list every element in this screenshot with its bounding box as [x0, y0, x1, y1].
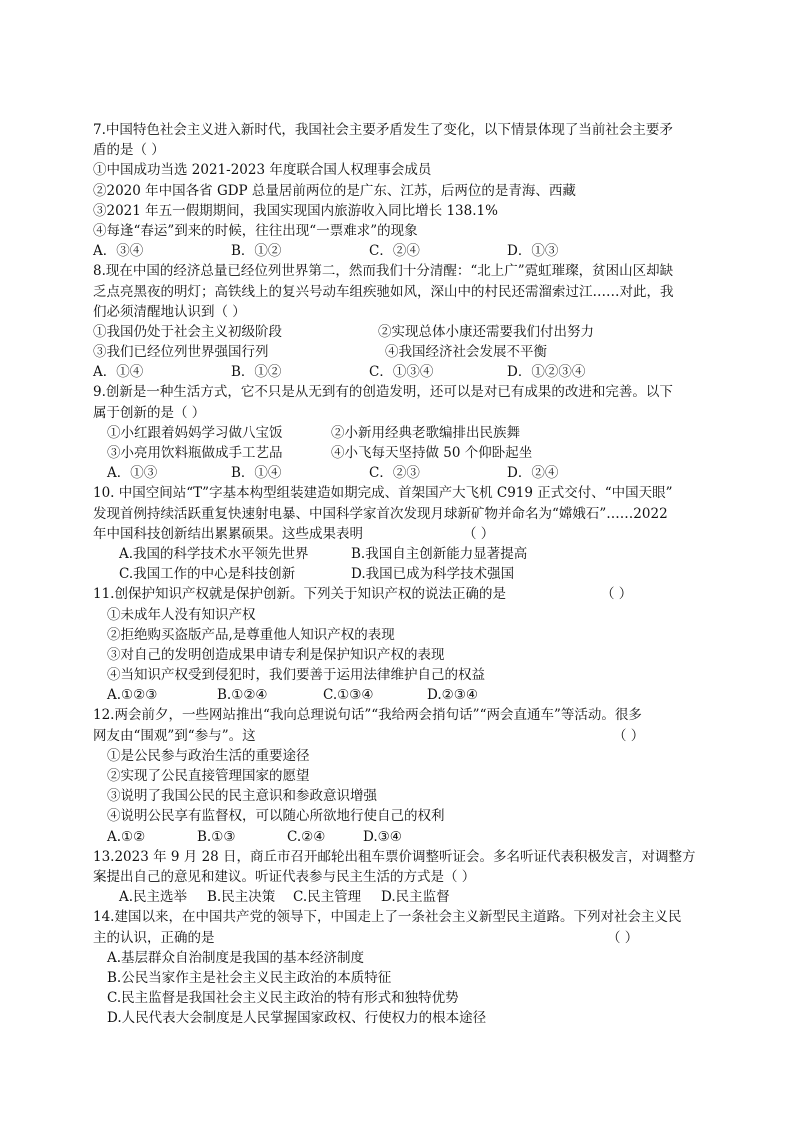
question-stem-row [93, 928, 705, 948]
question-stem: 14.建国以来，在中国共产党的领导下，中国走上了一条社会主义新型民主道路。下列对社会主义民 [93, 909, 682, 926]
question-stem: 10. 中国空间站“T”字基本构型组装建造如期完成、首架国产大飞机 C919 正式交付、“中国天眼” [93, 485, 673, 502]
option-b[interactable]: B.公民当家作主是社会主义民主政治的本质特征 [107, 969, 392, 986]
question-stem: 9.创新是一种生活方式，它不只是从无到有的创造发明，还可以是对已有成果的改进和完善。以下 [93, 384, 673, 401]
statement: ②2020 年中国各省 GDP 总量居前两位的是广东、江苏，后两位的是青海、西藏 [93, 182, 576, 199]
option-d[interactable]: D.②③④ [427, 687, 478, 704]
option-a[interactable]: A.民主选举 [119, 889, 188, 906]
question-stem: 乏点亮黑夜的明灯；高铁线上的复兴号动车组疾驰如风，深山中的村民还需溜索过江……对此，我 [93, 283, 674, 300]
question-stem: 网友由“围观”到“参与”。这 [93, 727, 256, 744]
answer-blank[interactable]: （ ） [601, 586, 633, 603]
option-row [93, 544, 705, 564]
question-stem: 年中国科技创新结出累累硕果。这些成果表明 [93, 525, 363, 542]
answer-blank[interactable]: （ ） [463, 525, 495, 542]
option-a[interactable]: A.我国的科学技术水平领先世界 [119, 545, 309, 562]
option-d[interactable]: D．①②③④ [507, 364, 586, 381]
question-13 [93, 847, 705, 908]
option-c[interactable]: C．①③④ [369, 364, 434, 381]
statement-row [93, 342, 705, 362]
option-b[interactable]: B.①③ [197, 828, 236, 845]
question-stem: 8.现在中国的经济总量已经位列世界第二，然而我们十分清醒：“北上广”霓虹璀璨，贫困山区却缺 [93, 263, 674, 280]
option-b[interactable]: B.民主决策 [207, 889, 276, 906]
statement: ①小红跟着妈妈学习做八宝饭 [107, 424, 283, 441]
question-stem-row [93, 524, 705, 544]
question-12 [93, 705, 705, 846]
option-a[interactable]: A.①② [107, 828, 146, 845]
question-11 [93, 584, 705, 705]
answer-options [93, 241, 705, 261]
statement: ④小飞每天坚持做 50 个仰卧起坐 [331, 445, 533, 461]
option-b[interactable]: B.①②④ [217, 687, 268, 704]
question-stem: 案提出自己的意见和建议。听证代表参与民主生活的方式是（ ） [93, 868, 476, 885]
option-d[interactable]: D．②④ [507, 465, 559, 482]
statement-row [93, 423, 705, 443]
question-14 [93, 907, 705, 1028]
statement: ①我国仍处于社会主义初级阶段 [93, 323, 282, 340]
statement: ①未成年人没有知识产权 [107, 606, 256, 623]
question-stem-row [93, 726, 705, 746]
option-a[interactable]: A.基层群众自治制度是我国的基本经济制度 [107, 949, 365, 966]
question-stem: 盾的是（ ） [93, 142, 165, 159]
question-7 [93, 120, 705, 261]
option-c[interactable]: C.我国工作的中心是科技创新 [119, 566, 296, 583]
option-b[interactable]: B．①② [231, 243, 282, 260]
option-c[interactable]: C．②③ [369, 465, 420, 482]
question-stem: 12.两会前夕，一些网站推出“我向总理说句话”“我给两会捎句话”“两会直通车”等活动。很多 [93, 707, 642, 724]
option-d[interactable]: D.民主监督 [381, 889, 450, 906]
statement: ①是公民参与政治生活的重要途径 [107, 747, 310, 764]
statement: ④我国经济社会发展不平衡 [385, 344, 547, 361]
option-row [93, 564, 705, 584]
option-c[interactable]: C．②④ [369, 243, 420, 260]
question-stem: 发现首例持续活跃重复快速射电暴、中国科学家首次发现月球新矿物并命名为“嫦娥石”……2022 [93, 505, 668, 522]
statement: ③小亮用饮料瓶做成手工艺品 [107, 445, 283, 461]
statement: ④当知识产权受到侵犯时，我们要善于运用法律维护自己的权益 [107, 667, 485, 684]
statement: ①中国成功当选 2021-2023 年度联合国人权理事会成员 [93, 162, 432, 179]
question-stem-row [93, 584, 705, 604]
exam-page [93, 120, 705, 1028]
question-stem: 属于创新的是（ ） [93, 404, 206, 421]
option-d[interactable]: D.我国已成为科学技术强国 [351, 566, 515, 583]
statement: ③我们已经位列世界强国行列 [93, 344, 269, 361]
option-a[interactable]: A．③④ [93, 243, 144, 260]
answer-options [93, 362, 705, 382]
statement: ③对自己的发明创造成果申请专利是保护知识产权的表现 [107, 646, 445, 663]
statement: ③说明了我国公民的民主意识和参政意识增强 [107, 788, 377, 805]
statement-row [93, 322, 705, 342]
option-d[interactable]: D.人民代表大会制度是人民掌握国家政权、行使权力的根本途径 [107, 1010, 487, 1027]
question-8 [93, 261, 705, 382]
statement: ③2021 年五一假期期间，我国实现国内旅游收入同比增长 138.1% [93, 202, 498, 219]
option-c[interactable]: C.②④ [287, 828, 326, 845]
option-b[interactable]: B．①④ [231, 465, 282, 482]
option-d[interactable]: D.③④ [363, 828, 402, 845]
option-b[interactable]: B.我国自主创新能力显著提高 [351, 545, 528, 562]
statement: ④每逢“春运”到来的时候，往往出现“一票难求”的现象 [93, 222, 418, 239]
answer-options [93, 887, 705, 907]
option-a[interactable]: A．①④ [93, 364, 144, 381]
answer-blank[interactable]: （ ） [613, 727, 645, 744]
question-10 [93, 483, 705, 584]
statement: ④说明公民享有监督权，可以随心所欲地行使自己的权利 [107, 808, 445, 825]
answer-options [93, 827, 705, 847]
option-a[interactable]: A.①②③ [107, 687, 158, 704]
question-stem: 们必须清醒地认识到（ ） [93, 303, 246, 320]
option-c[interactable]: C.民主监督是我国社会主义民主政治的特有形式和独特优势 [107, 990, 459, 1007]
option-c[interactable]: C.①③④ [323, 687, 374, 704]
statement: ②小新用经典老歌编排出民族舞 [331, 424, 520, 441]
question-stem: 主的认识，正确的是 [93, 929, 215, 946]
option-a[interactable]: A．①③ [107, 465, 158, 482]
statement-row [93, 443, 705, 463]
option-b[interactable]: B．①② [231, 364, 282, 381]
question-stem: 11.创保护知识产权就是保护创新。下列关于知识产权的说法正确的是 [93, 586, 506, 603]
question-stem: 13.2023 年 9 月 28 日，商丘市召开邮轮出租车票价调整听证会。多名听证代表积极发言，对调整方 [93, 848, 696, 865]
statement: ②实现了公民直接管理国家的愿望 [107, 768, 310, 784]
question-9 [93, 382, 705, 483]
answer-options [93, 685, 705, 705]
option-c[interactable]: C.民主管理 [293, 889, 362, 906]
statement: ②实现总体小康还需要我们付出努力 [378, 323, 594, 340]
statement: ②拒绝购买盗版产品,是尊重他人知识产权的表现 [107, 626, 395, 643]
option-d[interactable]: D．①③ [507, 243, 559, 260]
question-stem: 7.中国特色社会主义进入新时代，我国社会主要矛盾发生了变化，以下情景体现了当前社会主要矛 [93, 122, 673, 138]
answer-blank[interactable]: （ ） [607, 929, 639, 946]
answer-options [93, 463, 705, 483]
